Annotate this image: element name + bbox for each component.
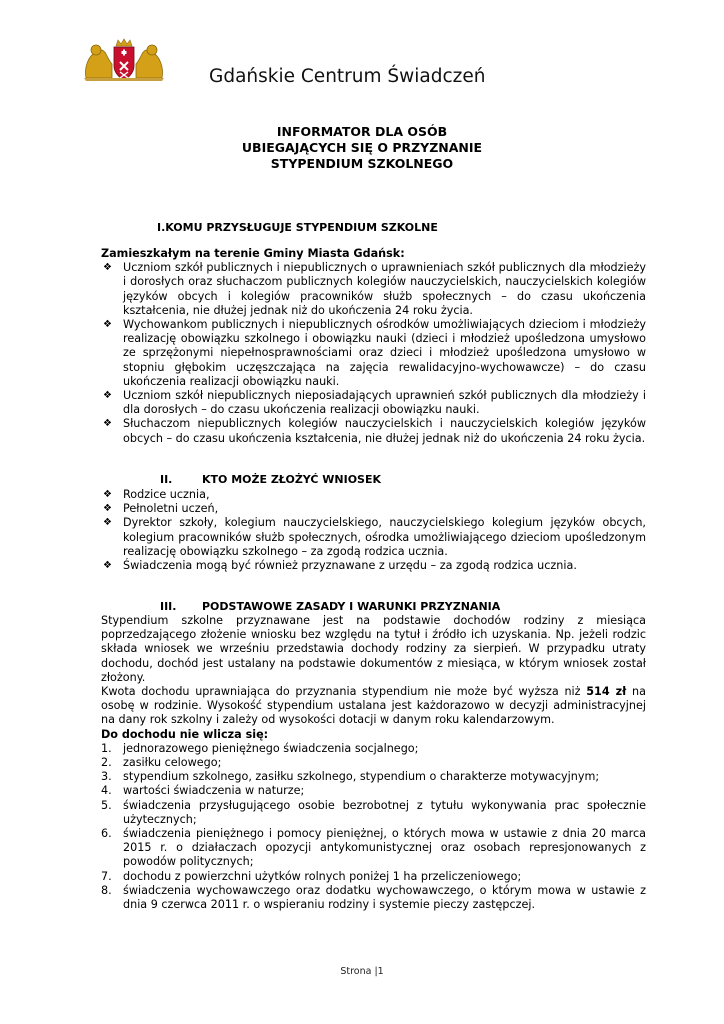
- exclusions-heading: Do dochodu nie wlicza się:: [101, 727, 269, 741]
- item-number: 2.: [101, 756, 112, 770]
- item-text: świadczenia pieniężnego i pomocy pieniężnej, o których mowa w ustawie z dnia 20 marca 2015 r. o działaczach opozycji antykomunistycznej oraz osobach represjonowanych z powodów politycznych;: [123, 827, 646, 869]
- list-item: ❖ Świadczenia mogą być również przyznawane z urzędu – za zgodą rodzica ucznia.: [101, 559, 646, 573]
- item-text: świadczenia przysługującego osobie bezrobotnej z tytułu wykonywania prac społecznie użytecznych;: [123, 798, 646, 826]
- list-item: ❖ Uczniom szkół publicznych i niepublicznych o uprawnieniach szkół publicznych dla młodzieży i dorosłych oraz słuchaczom publicznych kolegiów nauczycielskich, nauczycielskich kolegiów języków obcych i kolegiów pracowników służb społecznych – do czasu ukończenia kształcenia, nie dłużej jednak niż do ukończenia 24 roku życia.: [101, 261, 646, 318]
- item-number: 3.: [101, 770, 112, 784]
- list-item: ❖ Wychowankom publicznych i niepublicznych ośrodków umożliwiających dzieciom i młodzieży realizację obowiązku szkolnego i obowiązku nauki (dzieci i młodzież upośledzona umysłowo ze sprzężonymi niepełnosprawnościami oraz dzieci i młodzież upośledzona umysłowo w stopniu głębokim uczęszczająca na zajęcia rewalidacyjno-wychowawcze) – do czasu ukończenia realizacji obowiązku nauki.: [101, 318, 646, 389]
- item-text: stypendium szkolnego, zasiłku szkolnego, stypendium o charakterze motywacyjnym;: [123, 770, 600, 784]
- page-number: Strona |1: [340, 966, 384, 977]
- item-text: zasiłku celowego;: [123, 756, 222, 770]
- list-item: [101, 784, 646, 798]
- list-item: ❖ Słuchaczom niepublicznych kolegiów nauczycielskich i nauczycielskich kolegiów języków obcych – do czasu ukończenia kształcenia, nie dłużej jednak niż do ukończenia 24 roku życia.: [101, 417, 646, 445]
- section-1-heading: [157, 221, 438, 234]
- section-3-number: III.: [160, 600, 177, 613]
- list-item: ❖ Dyrektor szkoły, kolegium nauczycielskiego, nauczycielskiego kolegium języków obcych, kolegium pracowników służb społecznych, ośrodka umożliwiającego dzieciom upośledzonym realizację obowiązku szkolnego – za zgodą rodzica ucznia.: [101, 516, 646, 559]
- list-item: [101, 770, 646, 784]
- section-1-title: KOMU PRZYSŁUGUJE STYPENDIUM SZKOLNE: [165, 221, 438, 234]
- item-text: dochodu z powierzchni użytków rolnych poniżej 1 ha przeliczeniowego;: [123, 869, 522, 883]
- list-item: ❖ Rodzice ucznia,: [101, 488, 646, 502]
- title-line: UBIEGAJĄCYCH SIĘ O PRZYZNANIE: [241, 140, 483, 155]
- section-2-heading: [160, 473, 381, 486]
- section-3-title: PODSTAWOWE ZASADY I WARUNKI PRZYZNANIA: [202, 600, 501, 613]
- section-2-body: [101, 488, 646, 573]
- gdansk-coat-of-arms-icon: [82, 38, 166, 82]
- list-item: [101, 870, 646, 884]
- section-2-list: [101, 488, 646, 573]
- item-text: wartości świadczenia w naturze;: [123, 784, 305, 798]
- document-title: [0, 124, 724, 172]
- section-1-number: I.: [157, 221, 166, 234]
- item-number: 6.: [101, 827, 112, 841]
- list-item: ❖ Uczniom szkół niepublicznych nieposiadających uprawnień szkół publicznych dla młodzieży i dla dorosłych – do czasu ukończenia realizacji obowiązku nauki.: [101, 389, 646, 417]
- list-item: [101, 884, 646, 912]
- section-1-body: [101, 247, 646, 446]
- list-item: ❖ Pełnoletni uczeń,: [101, 502, 646, 516]
- section-3-paragraph-1: Stypendium szkolne przyznawane jest na podstawie dochodów rodziny z miesiąca poprzedzającego złożenie wniosku bez względu na tytuł i źródło ich uzyskania. Np. jeżeli rodzic składa wniosek we wrześniu przedstawia dochody rodziny za sierpień. W przypadku utraty dochodu, dochód jest ustalany na podstawie dokumentów z miesiąca, w którym wniosek został złożony.: [101, 614, 646, 684]
- income-threshold: 514 zł: [586, 685, 627, 699]
- section-3-body: [101, 614, 646, 912]
- list-item: [101, 799, 646, 827]
- title-line: STYPENDIUM SZKOLNEGO: [270, 156, 454, 171]
- exclusions-list: [101, 742, 646, 912]
- item-text: jednorazowego pieniężnego świadczenia socjalnego;: [123, 741, 419, 755]
- organization-name: Gdańskie Centrum Świadczeń: [209, 66, 486, 87]
- section-2-number: II.: [160, 473, 173, 486]
- item-text: świadczenia wychowawczego oraz dodatku wychowawczego, o którym mowa w ustawie z dnia 9 czerwca 2011 r. o wspieraniu rodziny i systemie pieczy zastępczej.: [123, 883, 646, 912]
- item-number: 7.: [101, 869, 112, 883]
- section-3-paragraph-2: [101, 685, 646, 728]
- section-2-title: KTO MOŻE ZŁOŻYĆ WNIOSEK: [202, 473, 382, 486]
- item-number: 1.: [101, 741, 112, 755]
- list-item: [101, 756, 646, 770]
- list-item: [101, 742, 646, 756]
- section-1-list: [101, 261, 646, 446]
- item-number: 8.: [101, 883, 112, 897]
- section-3-heading: [160, 600, 500, 613]
- item-number: 4.: [101, 784, 112, 798]
- section-1-intro: Zamieszkałym na terenie Gminy Miasta Gdańsk:: [101, 247, 405, 260]
- income-text-after: na osobę w rodzinie. Wysokość stypendium ustalana jest każdorazowo w decyzji administracyjnej na dany rok szkolny i zależy od wysokości dotacji w danym roku kalendarzowym.: [101, 685, 646, 727]
- list-item: [101, 827, 646, 870]
- income-text-before: Kwota dochodu uprawniająca do przyznania stypendium nie może być wyższa niż: [101, 685, 587, 699]
- item-number: 5.: [101, 798, 112, 812]
- title-line: INFORMATOR DLA OSÓB: [276, 124, 448, 139]
